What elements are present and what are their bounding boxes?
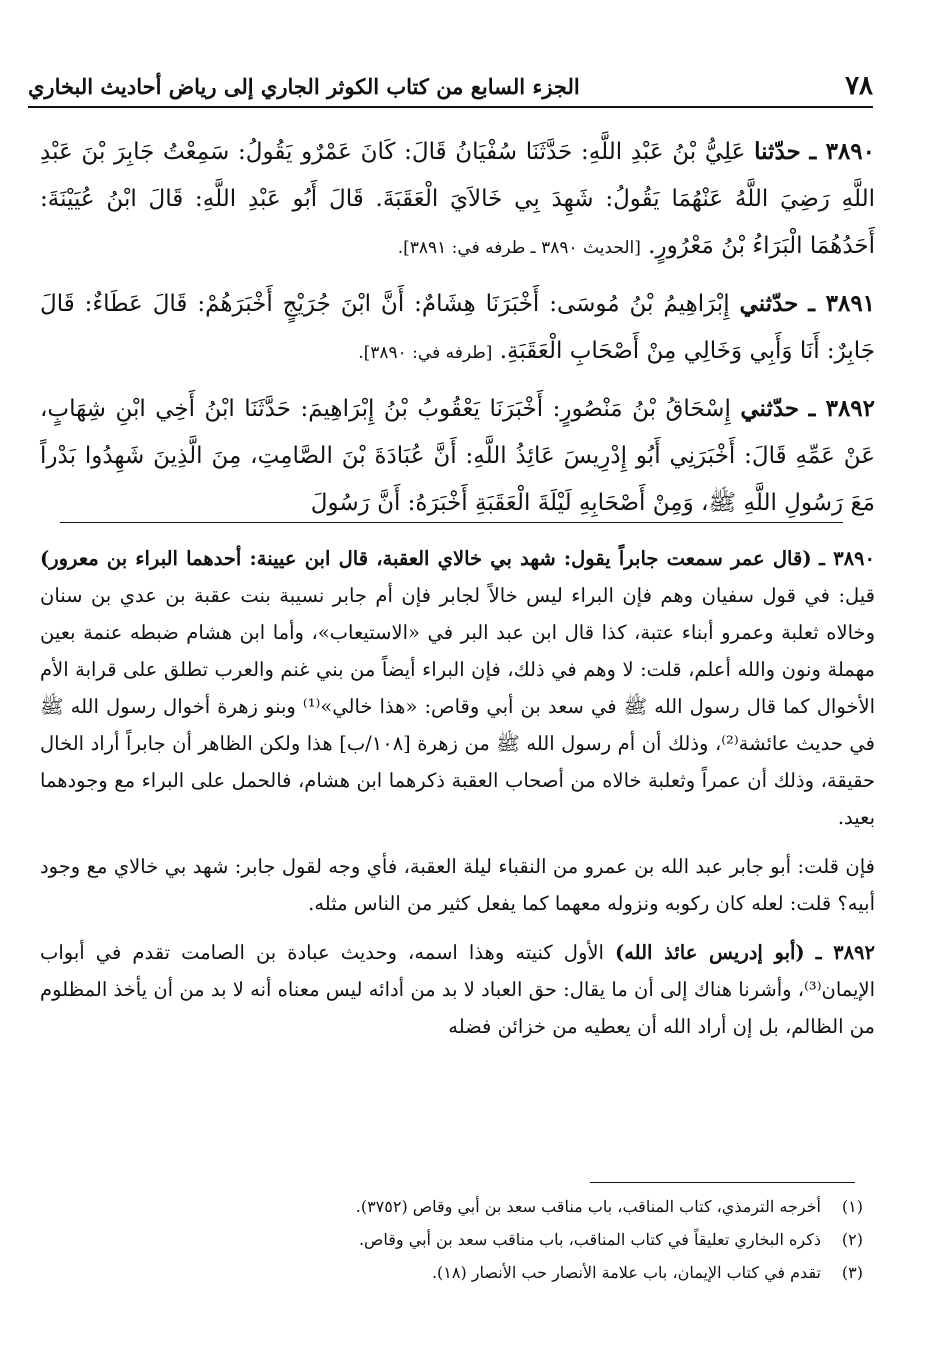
commentary-section (40, 540, 875, 1057)
footnote-mark: (١) (841, 1197, 863, 1216)
commentary-number: ٣٨٩٢ ـ (815, 941, 876, 964)
hadith-number: ٣٨٩٢ ـ (808, 395, 876, 422)
commentary-3890 (40, 540, 875, 836)
page-number: ٧٨ (845, 71, 873, 101)
hadith-number: ٣٨٩٠ ـ (809, 138, 876, 165)
hadith-body: عَلِيُّ بْنُ عَبْدِ اللَّهِ: حَدَّثَنَا سُفْيَانُ قَالَ: كَانَ عَمْرٌو يَقُولُ: سَمِعْتُ جَابِرَ بْنَ عَبْدِ اللَّهِ رَضِيَ اللَّهُ عَنْهُمَا يَقُولُ: شَهِدَ بِي خَالاَيَ الْعَقَبَةَ. قَالَ أَبُو عَبْدِ اللَّهِ: قَالَ ابْنُ عُيَيْنَةَ: أَحَدُهُمَا الْبَرَاءُ بْنُ مَعْرُورٍ. (40, 139, 875, 259)
hadith-body: إِسْحَاقُ بْنُ مَنْصُورٍ: أَخْبَرَنَا يَعْقُوبُ بْنُ إِبْرَاهِيمَ: حَدَّثَنَا ابْنُ أَخِي ابْنِ شِهَابٍ، عَنْ عَمِّهِ قَالَ: أَخْبَرَنِي أَبُو إِدْرِيسَ عَائِذُ اللَّهِ: أَنَّ عُبَادَةَ بْنَ الصَّامِتِ، مِنَ الَّذِينَ شَهِدُوا بَدْراً مَعَ رَسُولِ اللَّهِ ﷺ، وَمِنْ أَصْحَابِهِ لَيْلَةَ الْعَقَبَةِ أَخْبَرَهُ: أَنَّ رَسُولَ (40, 396, 875, 516)
footnote-divider (590, 1182, 855, 1183)
commentary-body: قيل: في قول سفيان وهم فإن البراء ليس خالاً لجابر فإن أم جابر نسيبة بنت عقبة بن عدي بن سنان وخالاه ثعلبة وعمرو أبناء عتبة، كذا قال ابن عبد البر في «الاستيعاب»، وأما ابن هشام ضبطه عنمة بعين مهملة ونون والله أعلم، قلت: لا وهم في ذلك، فإن البراء أيضاً من بني غنم والعرب تطلق على قرابة الأم الأخوال كما قال رسول الله ﷺ في سعد بن أبي وقاص: «هذا خالي»⁽¹⁾ وبنو زهرة أخوال رسول الله ﷺ في حديث عائشة⁽²⁾، وذلك أن أم رسول الله ﷺ من زهرة [١٠٨/ب] هذا ولكن الظاهر أن جابراً أراد الخال حقيقة، وذلك أن عمراً وثعلبة خالاه من أصحاب العقبة ذكرهما ابن هشام، فالحمل على البراء مع وجودهما بعيد. (40, 584, 875, 829)
footnote-text: تقدم في كتاب الإيمان، باب علامة الأنصار حب الأنصار (١٨). (431, 1263, 821, 1282)
book-title: الجزء السابع من كتاب الكوثر الجاري إلى رياض أحاديث البخاري (28, 73, 580, 99)
footnote (40, 1223, 863, 1256)
commentary-body: فإن قلت: أبو جابر عبد الله بن عمرو من النقباء ليلة العقبة، فأي وجه لقول جابر: شهد بي خالاي مع وجود أبيه؟ قلت: لعله كان ركوبه ونزوله معهما كما يفعل كثير من الناس مثله. (40, 855, 875, 915)
footnote (40, 1190, 863, 1223)
footnote-mark: (٣) (841, 1263, 863, 1282)
hadith-lead: حدّثنا (754, 138, 801, 165)
hadith-lead: حدّثني (739, 290, 799, 317)
hadith-text-section (40, 128, 875, 535)
commentary-lead: (أبو إدريس عائذ الله) (614, 941, 805, 964)
hadith-lead: حدّثني (740, 395, 800, 422)
hadith-reference: [الحديث ٣٨٩٠ ـ طرفه في: ٣٨٩١]. (397, 238, 641, 258)
footnote-mark: (٢) (841, 1230, 863, 1249)
footnote-text: ذكره البخاري تعليقاً في كتاب المناقب، باب مناقب سعد بن أبي وقاص. (358, 1230, 821, 1249)
section-divider (60, 522, 843, 523)
footnotes (40, 1190, 863, 1289)
commentary-3892 (40, 934, 875, 1045)
commentary-body: الأول كنيته وهذا اسمه، وحديث عبادة بن الصامت تقدم في أبواب الإيمان⁽³⁾، وأشرنا هناك إلى أن ما يقال: حق العباد لا بد من أدائه ليس معناه أنه لا بد من أن يأخذ المظلوم من الظالم، بل إن أراد الله أن يعطيه من خزائن فضله (40, 941, 875, 1038)
footnote (40, 1256, 863, 1289)
footnote-text: أخرجه الترمذي، كتاب المناقب، باب مناقب سعد بن أبي وقاص (٣٧٥٢). (355, 1197, 821, 1216)
commentary-lead: (قال عمر سمعت جابراً يقول: شهد بي خالاي العقبة، قال ابن عيينة: أحدهما البراء بن معرور) (40, 547, 812, 570)
hadith-reference: [طرفه في: ٣٨٩٠]. (358, 343, 493, 363)
hadith-3891 (40, 280, 875, 377)
commentary-number: ٣٨٩٠ ـ (819, 547, 875, 570)
hadith-3890 (40, 128, 875, 272)
hadith-number: ٣٨٩١ ـ (808, 290, 876, 317)
hadith-body: إِبْرَاهِيمُ بْنُ مُوسَى: أَخْبَرَنَا هِشَامٌ: أَنَّ ابْنَ جُرَيْجٍ أَخْبَرَهُمْ: قَالَ عَطَاءٌ: قَالَ جَابِرٌ: أَنَا وَأَبِي وَخَالِي مِنْ أَصْحَابِ الْعَقَبَةِ. (40, 291, 875, 364)
commentary-question (40, 848, 875, 922)
hadith-3892 (40, 385, 875, 527)
running-header (28, 66, 873, 108)
